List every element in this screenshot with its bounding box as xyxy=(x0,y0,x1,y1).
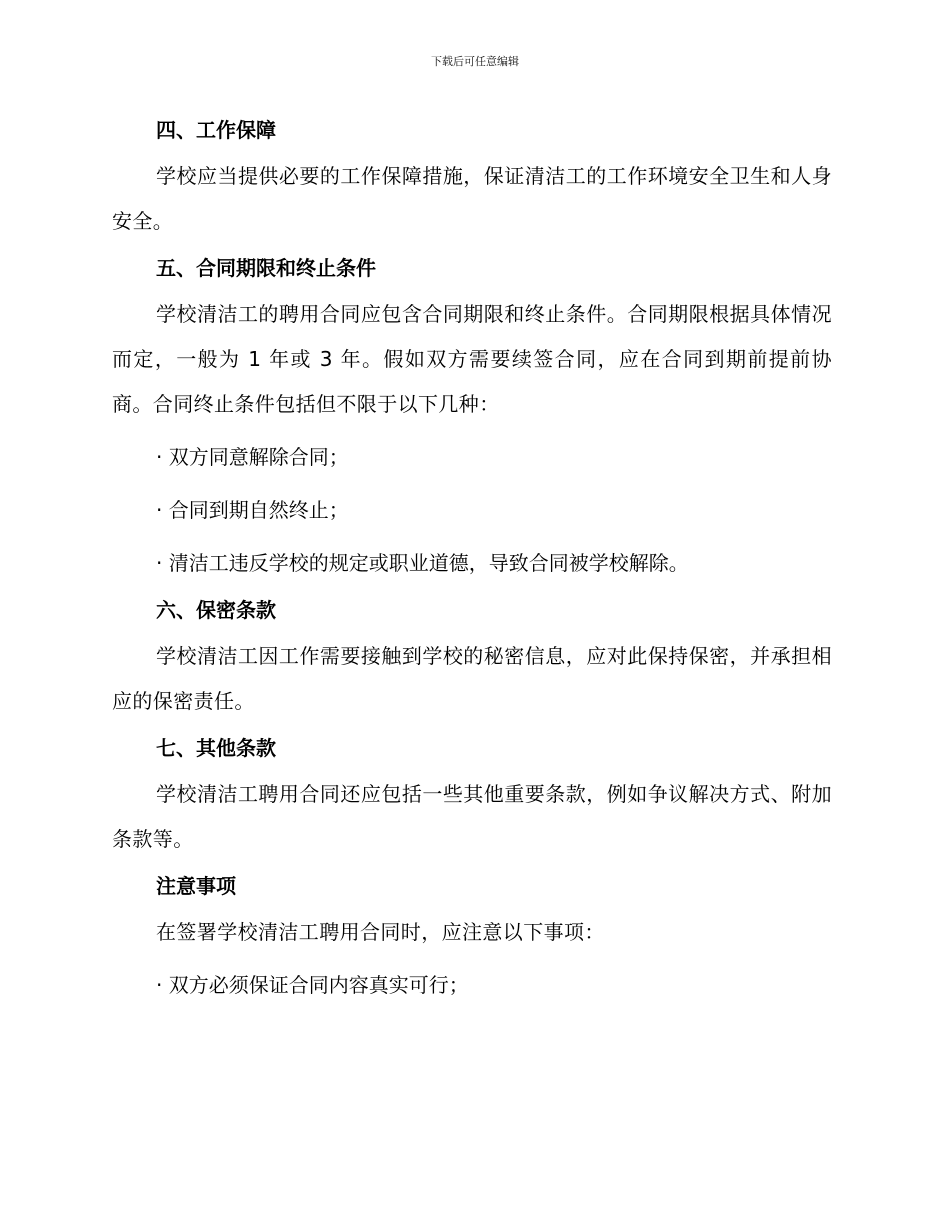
section-paragraph: 学校应当提供必要的工作保障措施，保证清洁工的工作环境安全卫生和人身安全。 xyxy=(112,164,832,233)
document-body xyxy=(112,114,832,1016)
list-item: · 清洁工违反学校的规定或职业道德，导致合同被学校解除。 xyxy=(156,551,689,575)
section-paragraph: 学校清洁工聘用合同还应包括一些其他重要条款，例如争议解决方式、附加条款等。 xyxy=(112,782,832,851)
list-item: · 双方必须保证合同内容真实可行； xyxy=(156,973,469,997)
section-heading: 七、其他条款 xyxy=(156,736,276,760)
section-notes xyxy=(112,870,832,1008)
section-heading: 注意事项 xyxy=(156,874,236,898)
section-paragraph: 在签署学校清洁工聘用合同时，应注意以下事项： xyxy=(156,920,605,944)
section-heading: 六、保密条款 xyxy=(156,598,276,622)
list-item: · 合同到期自然终止； xyxy=(156,498,349,522)
section-other-terms xyxy=(112,732,832,862)
section-heading: 五、合同期限和终止条件 xyxy=(156,256,376,280)
section-work-guarantee xyxy=(112,114,832,244)
section-paragraph: 学校清洁工的聘用合同应包含合同期限和终止条件。合同期限根据具体情况而定，一般为 1 年或 3 年。假如双方需要续签合同，应在合同到期前提前协商。合同终止条件包括但不限于以下几种： xyxy=(112,302,832,416)
section-confidentiality xyxy=(112,594,832,724)
list-item: · 双方同意解除合同； xyxy=(156,445,349,469)
page-header: 下载后可任意编辑 xyxy=(431,55,519,68)
section-heading: 四、工作保障 xyxy=(156,118,276,142)
section-contract-term xyxy=(112,252,832,586)
section-paragraph: 学校清洁工因工作需要接触到学校的秘密信息，应对此保持保密，并承担相应的保密责任。 xyxy=(112,644,832,713)
